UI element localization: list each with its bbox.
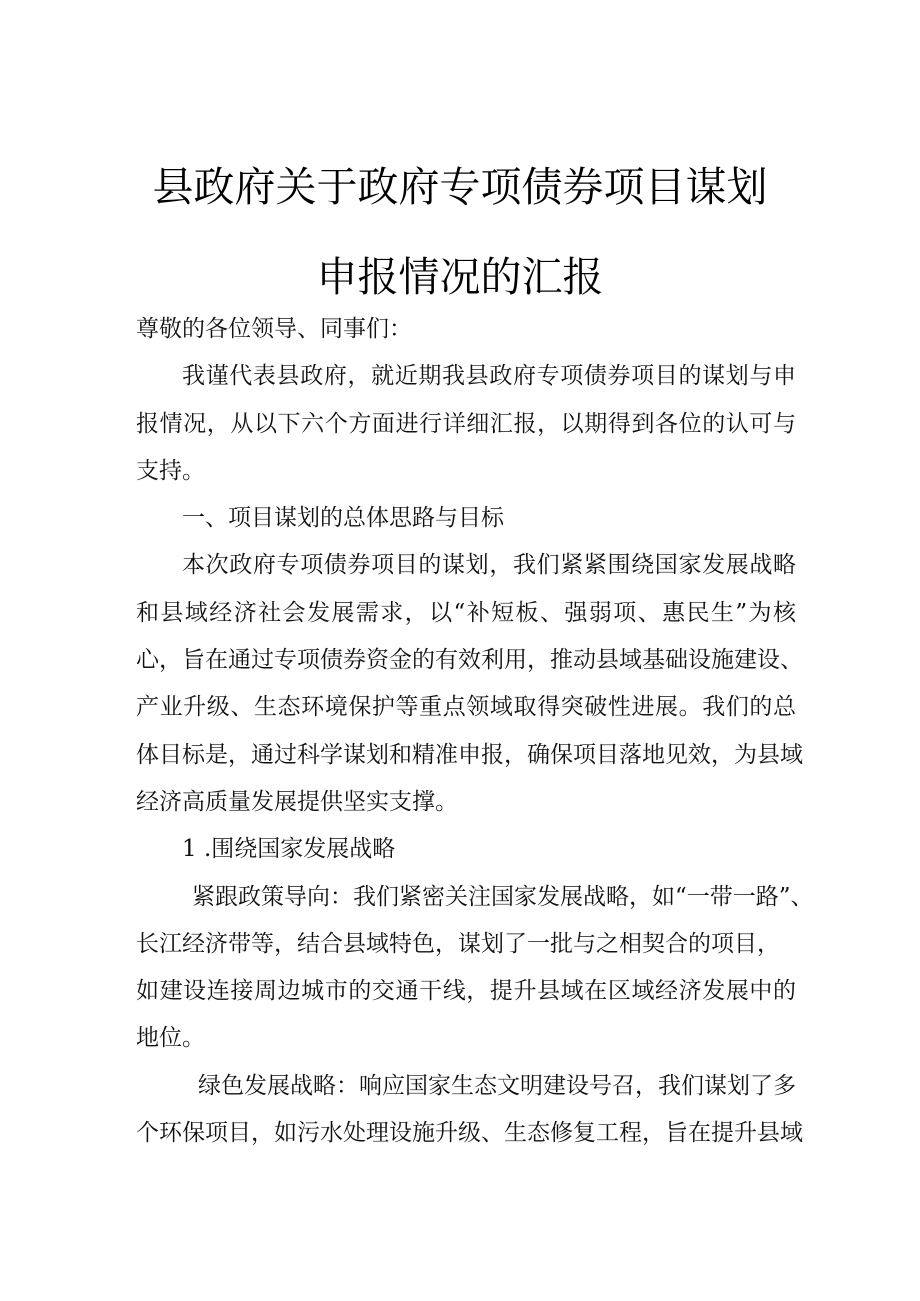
salutation: 尊敬的各位领导、同事们：	[136, 316, 412, 342]
paragraph-line: 产业升级、生态环境保护等重点领域取得突破性进展。我们的总	[136, 694, 796, 721]
document-title-line-1: 县政府关于政府专项债券项目谋划	[152, 163, 768, 211]
paragraph-line: 和县域经济社会发展需求，以“补短板、强弱项、惠民生”为核	[136, 599, 796, 626]
paragraph-line: 本次政府专项债券项目的谋划，我们紧紧围绕国家发展战略	[182, 552, 796, 579]
paragraph-line: 紧跟政策导向：我们紧密关注国家发展战略，如“一带一路”、	[192, 883, 814, 910]
section-heading: 一、项目谋划的总体思路与目标	[182, 505, 504, 532]
paragraph-line: 个环保项目，如污水处理设施升级、生态修复工程，旨在提升县域	[136, 1120, 803, 1147]
paragraph-line: 支持。	[136, 457, 205, 484]
paragraph-line: 我谨代表县政府，就近期我县政府专项债券项目的谋划与申	[182, 363, 796, 390]
document-title-line-2: 申报情况的汇报	[316, 253, 604, 301]
paragraph-line: 体目标是，通过科学谋划和精准申报，确保项目落地见效，为县域	[136, 741, 803, 768]
subsection-heading: 1 .围绕国家发展战略	[182, 836, 396, 863]
paragraph-line: 地位。	[136, 1025, 205, 1052]
paragraph-line: 报情况，从以下六个方面进行详细汇报，以期得到各位的认可与	[136, 410, 796, 437]
paragraph-line: 长江经济带等，结合县域特色，谋划了一批与之相契合的项目，	[136, 930, 780, 957]
paragraph-line: 经济高质量发展提供坚实支撑。	[136, 788, 458, 815]
paragraph-line: 如建设连接周边城市的交通干线，提升县域在区域经济发展中的	[136, 978, 796, 1005]
paragraph-line: 绿色发展战略：响应国家生态文明建设号召，我们谋划了多	[198, 1072, 796, 1099]
document-body	[136, 306, 814, 1157]
paragraph-line: 心，旨在通过专项债券资金的有效利用，推动县域基础设施建设、	[136, 647, 803, 674]
